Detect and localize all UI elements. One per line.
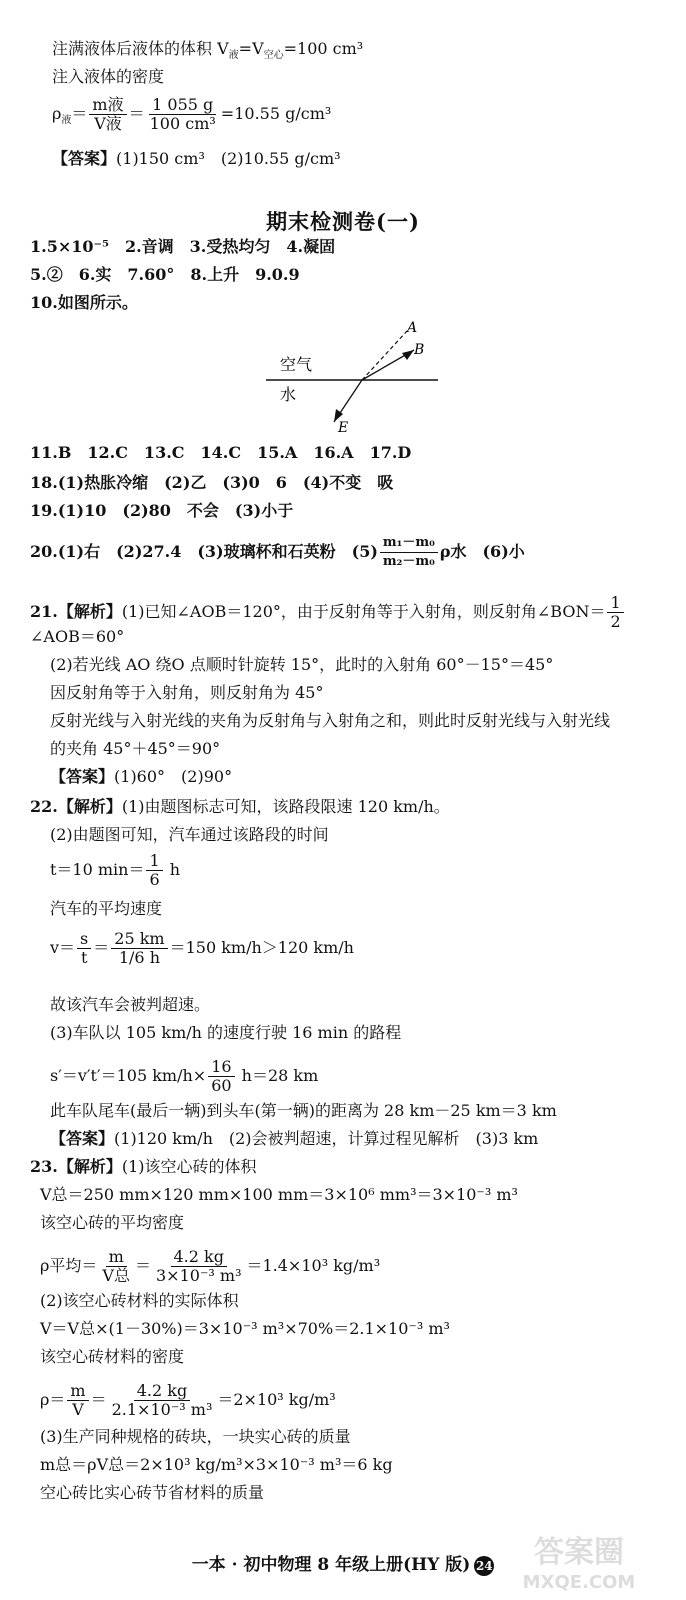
text: ρ [52, 104, 62, 123]
text: ＝2×10³ kg/m³ [217, 1390, 336, 1409]
numerator: 16 [208, 1058, 234, 1077]
q23-line1 [30, 1156, 257, 1178]
text: t＝10 min＝ [50, 860, 145, 879]
watermark-logo [484, 1530, 674, 1594]
text: 空心 [263, 50, 284, 62]
dashed-ray-a [362, 331, 407, 380]
numerator: 4.2 kg [171, 1248, 227, 1267]
q23-line8: ρ＝ $\frac{m}{V}$ ＝ $\frac{4.2 kg}{\text{2.1×10⁻³ m³}}$ ＝2×10³ kg/m³ [40, 1381, 336, 1419]
text: (1)由题图标志可知，该路段限速 120 km/h。 [121, 797, 450, 816]
liquid-density-heading: 注入液体的密度 [52, 67, 165, 86]
q22-line4: 汽车的平均速度 [50, 899, 163, 918]
q23-line4: ρ平均＝ $\frac{m}{\text{V总}}$ ＝ $\frac{4.2 kg}{\text{3×10⁻³ m³}}$ ＝1.4×10³ kg/m³ [40, 1247, 381, 1285]
text: 液 [61, 115, 72, 127]
numerator: m [106, 1248, 127, 1267]
numerator: 1 055 g [149, 96, 216, 115]
answer-tag: 【答案】 [52, 149, 117, 168]
text: v＝ [50, 938, 76, 957]
q22-line7: (3)车队以 105 km/h 的速度行驶 16 min 的路程 [50, 1023, 402, 1042]
text: ρ水 [439, 542, 467, 561]
label-water: 水 [280, 385, 297, 404]
text: (1)150 cm³ (2)10.55 g/cm³ [116, 149, 341, 168]
text: (6)小 [482, 542, 525, 561]
fraction [208, 1058, 234, 1095]
q22-line3 [50, 852, 180, 889]
q23-line10: m总＝ρV总＝2×10³ kg/m³×3×10⁻³ m³＝6 kg [40, 1455, 393, 1474]
fraction [77, 930, 91, 967]
watermark-line1: 答案圈 [534, 1535, 624, 1570]
denominator: 3×10⁻³ m³ [156, 1266, 242, 1285]
question-head: 22.【解析】 [30, 797, 122, 816]
watermark-line2: MXQE.COM [522, 1572, 636, 1593]
answer-line-top [52, 148, 341, 170]
denominator: 2.1×10⁻³ m³ [111, 1400, 213, 1419]
page-number: 24 [474, 1556, 494, 1576]
q23-line6: V＝V总×(1－30%)＝3×10⁻³ m³×70%＝2.1×10⁻³ m³ [40, 1319, 450, 1338]
fraction [89, 96, 126, 133]
q22-answer [50, 1128, 538, 1150]
denominator: V [72, 1400, 84, 1419]
q23-line3: 该空心砖的平均密度 [40, 1213, 185, 1232]
numerator: 1 [607, 594, 623, 613]
short-answers-row1: 1.5×10⁻⁵ 2.音调 3.受热均匀 4.凝固 [30, 237, 336, 256]
denominator: V液 [94, 114, 122, 133]
numerator: 4.2 kg [134, 1382, 190, 1401]
text: ρ＝ [40, 1390, 66, 1409]
q23-line5: (2)该空心砖材料的实际体积 [40, 1291, 239, 1310]
denominator: V总 [102, 1266, 130, 1285]
label-b: B [414, 342, 425, 358]
numerator: 25 km [111, 930, 167, 949]
text: ＝1.4×10³ kg/m³ [246, 1256, 381, 1275]
fraction [99, 1248, 133, 1285]
fraction [147, 96, 219, 133]
text: h [169, 860, 181, 879]
q22-line5: v＝ $\frac{s}{t}$ ＝ $\frac{25 km}{1/6 h}$ ＝150 km/h＞120 km/h [50, 929, 354, 967]
text: (1)60° (2)90° [114, 767, 233, 786]
fraction [109, 1382, 216, 1419]
q23-line2: V总＝250 mm×120 mm×100 mm＝3×10⁶ mm³＝3×10⁻³ m³ [40, 1185, 518, 1204]
denominator: 1/6 h [118, 948, 160, 967]
fraction [380, 534, 438, 571]
q21-line2: ∠AOB＝60° [30, 627, 125, 646]
q22-line6: 故该汽车会被判超速。 [50, 995, 211, 1014]
fraction [67, 1382, 88, 1419]
question-head: 23.【解析】 [30, 1157, 122, 1176]
q21-line3: (2)若光线 AO 绕O 点顺时针旋转 15°，此时的入射角 60°－15°＝45° [50, 655, 554, 674]
fraction [153, 1248, 244, 1285]
fraction [607, 594, 623, 631]
short-answers-row2: 5.② 6.实 7.60° 8.上升 9.0.9 [30, 265, 300, 284]
text: ＝150 km/h＞120 km/h [169, 938, 354, 957]
numerator: m液 [89, 96, 126, 115]
label-air: 空气 [280, 355, 313, 374]
text: (1)120 km/h (2)会被判超速，计算过程见解析 (3)3 km [114, 1129, 539, 1148]
q22-line2: (2)由题图可知，汽车通过该路段的时间 [50, 825, 329, 844]
denominator: t [80, 948, 88, 967]
footer-text: 一本 · 初中物理 8 年级上册(HY 版) [191, 1555, 471, 1575]
q21-line4: 因反射角等于入射角，则反射角为 45° [50, 683, 324, 702]
section-title: 期末检测卷(一) [266, 209, 420, 234]
denominator: m₂－m₀ [382, 554, 435, 569]
numerator: m₁－m₀ [380, 534, 438, 553]
q23-line7: 该空心砖材料的密度 [40, 1347, 185, 1366]
q22-line9: 此车队尾车(最后一辆)到头车(第一辆)的距离为 28 km－25 km＝3 km [50, 1101, 557, 1120]
q18-answer: 18.(1)热胀冷缩 (2)乙 (3)0 6 (4)不变 吸 [30, 473, 394, 492]
label-a: A [407, 320, 418, 336]
short-answers-row3: 10.如图所示。 [30, 293, 138, 312]
question-head: 21.【解析】 [30, 602, 122, 621]
denominator: 100 cm³ [149, 114, 216, 133]
text: 液 [228, 50, 239, 62]
q21-line6: 的夹角 45°＋45°＝90° [50, 739, 221, 758]
q20-answer [30, 534, 525, 571]
liquid-volume-line [52, 38, 363, 67]
numerator: m [67, 1382, 88, 1401]
denominator: 2 [610, 612, 621, 631]
text: =10.55 g/cm³ [220, 104, 332, 123]
q19-answer: 19.(1)10 (2)80 不会 (3)小于 [30, 501, 294, 520]
choice-answers: 11.B 12.C 13.C 14.C 15.A 16.A 17.D [30, 443, 412, 462]
q23-line9: (3)生产同种规格的砖块，一块实心砖的质量 [40, 1427, 351, 1446]
text: =V [238, 39, 264, 58]
numerator: 1 [146, 852, 162, 871]
text: ρ平均＝ [40, 1256, 98, 1275]
text: s′＝v′t′＝105 km/h× [50, 1066, 207, 1085]
liquid-density-formula: $\rho_液=$ $\frac{\text{m液}}{\text{V液}}$ ＝ $\frac{1 055 g}{\text{100 cm³}}$ =10.55 g/cm³ [52, 95, 332, 133]
fraction [111, 930, 167, 967]
text: 注满液体后液体的体积 V [52, 39, 229, 58]
text: =100 cm³ [283, 39, 364, 58]
text: (1)已知∠AOB＝120°，由于反射角等于入射角，则反射角∠BON＝ [121, 602, 606, 621]
text: (1)该空心砖的体积 [121, 1157, 257, 1176]
q22-line1 [30, 796, 450, 818]
q23-line11: 空心砖比实心砖节省材料的质量 [40, 1483, 265, 1502]
refraction-diagram [262, 318, 442, 434]
q21-answer [50, 766, 232, 788]
answer-tag: 【答案】 [50, 1129, 115, 1148]
q22-line8 [50, 1058, 318, 1095]
q21-line5: 反射光线与入射光线的夹角为反射角与入射角之和，则此时反射光线与入射光线 [50, 711, 611, 730]
text: 20.(1)右 (2)27.4 (3)玻璃杯和石英粉 (5) [30, 542, 378, 561]
answer-tag: 【答案】 [50, 767, 115, 786]
numerator: s [77, 930, 91, 949]
label-e: E [338, 420, 349, 434]
text: h＝28 km [241, 1066, 319, 1085]
denominator: 60 [211, 1076, 232, 1095]
arrow-b-icon [402, 350, 414, 360]
fraction [146, 852, 162, 889]
denominator: 6 [149, 870, 160, 889]
